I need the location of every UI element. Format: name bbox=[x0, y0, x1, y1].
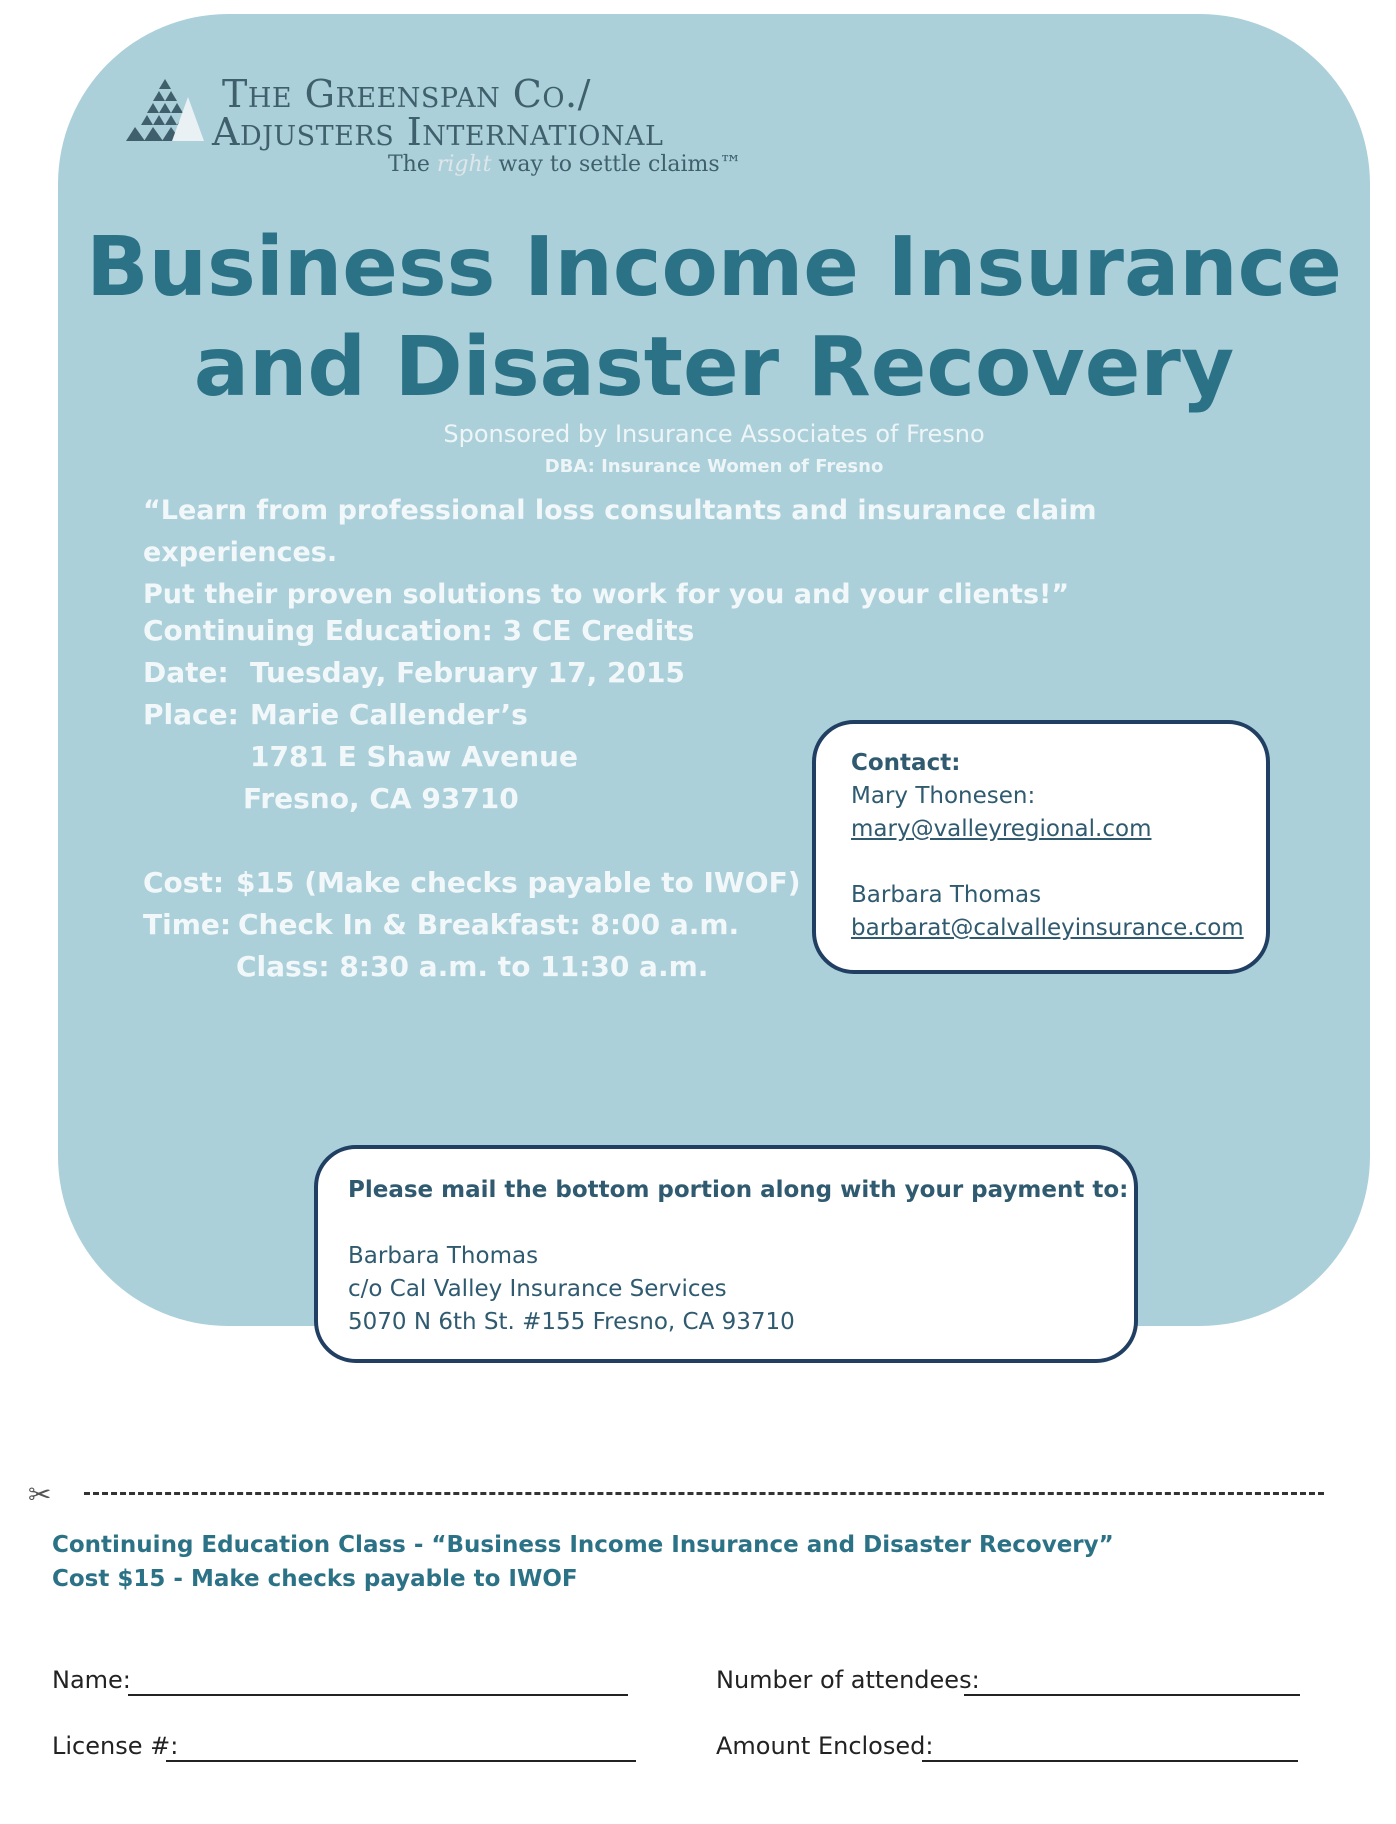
tearoff-class-line: Continuing Education Class - “Business Income Insurance and Disaster Recovery” bbox=[52, 1532, 1114, 1558]
time-class: Class: 8:30 a.m. to 11:30 a.m. bbox=[236, 950, 709, 983]
quote-line-2: Put their proven solutions to work for you and your clients!” bbox=[143, 579, 1070, 610]
contact-email-2[interactable]: barbarat@calvalleyinsurance.com bbox=[851, 915, 1244, 941]
amount-label: Amount Enclosed: bbox=[716, 1732, 934, 1760]
date-value: Tuesday, February 17, 2015 bbox=[250, 656, 685, 689]
contact-name-2: Barbara Thomas bbox=[851, 882, 1042, 908]
license-label: License #: bbox=[52, 1732, 179, 1760]
attendees-field[interactable] bbox=[964, 1694, 1300, 1696]
logo-tagline-start: The bbox=[388, 152, 437, 177]
mail-to-box bbox=[314, 1145, 1138, 1363]
contact-heading: Contact: bbox=[851, 750, 961, 776]
cost-value: $15 (Make checks payable to IWOF) bbox=[236, 866, 801, 899]
title-line-2: and Disaster Recovery bbox=[193, 320, 1235, 415]
company-logo bbox=[126, 72, 746, 182]
contact-box bbox=[812, 720, 1270, 974]
dashed-divider bbox=[84, 1492, 1324, 1495]
quote-line-1: “Learn from professional loss consultants and insurance claim experiences. bbox=[143, 495, 1097, 568]
name-field[interactable] bbox=[128, 1694, 628, 1696]
ce-credits: Continuing Education: 3 CE Credits bbox=[143, 614, 695, 647]
date-label: Date: bbox=[143, 656, 229, 689]
place-city: Fresno, CA 93710 bbox=[243, 782, 519, 815]
name-label: Name: bbox=[52, 1666, 131, 1694]
place-street: 1781 E Shaw Avenue bbox=[250, 740, 578, 773]
place-name: Marie Callender’s bbox=[250, 698, 528, 731]
dba-line: DBA: Insurance Women of Fresno bbox=[544, 456, 884, 477]
license-field[interactable] bbox=[166, 1760, 636, 1762]
mail-name: Barbara Thomas bbox=[348, 1243, 539, 1269]
mail-care-of: c/o Cal Valley Insurance Services bbox=[348, 1276, 727, 1302]
logo-tagline-end: way to settle claims™ bbox=[491, 152, 742, 177]
cost-label: Cost: bbox=[143, 866, 225, 899]
scissors-icon: ✂ bbox=[28, 1478, 52, 1511]
mail-heading: Please mail the bottom portion along with your payment to: bbox=[348, 1177, 1129, 1203]
logo-line-2: Adjusters International bbox=[212, 110, 664, 154]
contact-name-1: Mary Thonesen: bbox=[851, 783, 1036, 809]
title-line-1: Business Income Insurance bbox=[86, 220, 1342, 315]
mail-address: 5070 N 6th St. #155 Fresno, CA 93710 bbox=[348, 1309, 795, 1335]
triangle-pyramid-icon bbox=[126, 77, 216, 149]
time-checkin: Check In & Breakfast: 8:00 a.m. bbox=[238, 908, 740, 941]
logo-line-1: The Greenspan Co./ bbox=[222, 72, 591, 116]
cut-line bbox=[28, 1478, 1298, 1511]
logo-tagline-highlight: right bbox=[436, 152, 492, 177]
tearoff-cost-line: Cost $15 - Make checks payable to IWOF bbox=[52, 1566, 578, 1592]
quote bbox=[143, 490, 1263, 616]
sponsor-line: Sponsored by Insurance Associates of Fresno bbox=[443, 420, 985, 448]
amount-field[interactable] bbox=[922, 1760, 1298, 1762]
contact-email-1[interactable]: mary@valleyregional.com bbox=[851, 816, 1152, 842]
time-label: Time: bbox=[143, 908, 232, 941]
logo-tagline bbox=[388, 152, 742, 177]
place-label: Place: bbox=[143, 698, 239, 731]
attendees-label: Number of attendees: bbox=[716, 1666, 980, 1694]
